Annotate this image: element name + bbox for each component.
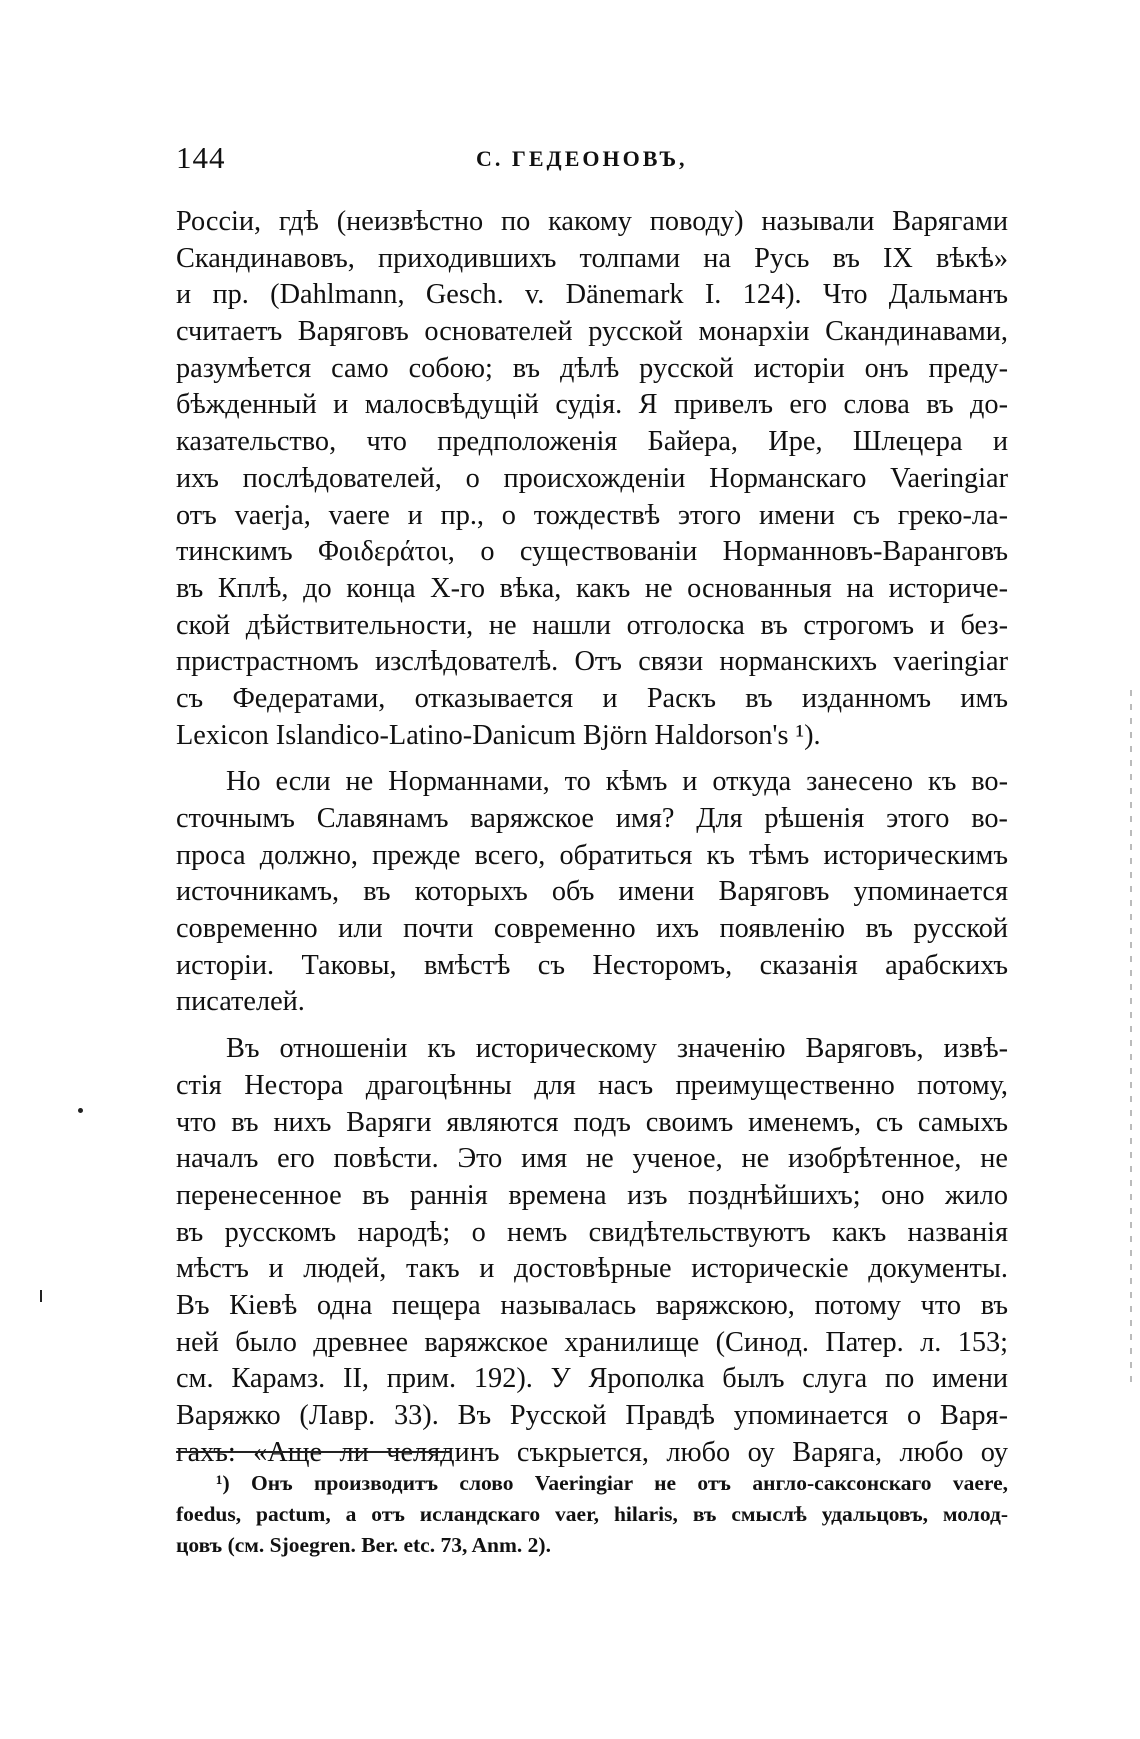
text-line: современно или почти современно ихъ появленію въ русской	[176, 913, 1008, 945]
text-line: писателей.	[176, 986, 305, 1018]
text-line: въ русскомъ народѣ; о немъ свидѣтельствуютъ какъ названія	[176, 1216, 1008, 1248]
text-line: сточнымъ Славянамъ варяжское имя? Для рѣшенія этого во-	[176, 803, 1008, 834]
text-line: см. Карамз. II, прим. 192). У Ярополка былъ слуга по имени	[176, 1363, 1008, 1395]
text-line: бѣжденный и малосвѣдущій судія. Я привелъ его слова въ до-	[176, 389, 1008, 421]
text-line: Россіи, гдѣ (неизвѣстно по какому поводу) называли Варягами	[176, 206, 1008, 237]
scan-edge-mark	[1130, 690, 1132, 1390]
text-line: Варяжко (Лавр. 33). Въ Русской Правдѣ упоминается о Варя-	[176, 1400, 1008, 1431]
text-line: перенесенное въ раннія времена изъ позднѣйшихъ; оно жило	[176, 1179, 1008, 1211]
text-line: Скандинавовъ, приходившихъ толпами на Русь въ IX вѣкѣ»	[176, 242, 1008, 274]
text-line: стія Нестора драгоцѣнны для насъ преимущественно потому,	[176, 1069, 1008, 1101]
paragraph-2	[176, 764, 1008, 1021]
text-line: гахъ: «Аще ли челядинъ съкрыется, любо оу Варяга, любо оу	[176, 1436, 1008, 1468]
footnote-divider	[176, 1451, 451, 1453]
paragraph-3	[176, 1031, 1008, 1471]
scan-speck	[40, 1290, 42, 1302]
paragraph-1	[176, 204, 1008, 754]
text-line: мѣстъ и людей, такъ и достовѣрные историческіе документы.	[176, 1253, 1008, 1285]
text-line: съ Федератами, отказывается и Раскъ въ изданномъ имъ	[176, 682, 1008, 714]
text-line: Въ Кіевѣ одна пещера называлась варяжскою, потому что въ	[176, 1289, 1008, 1321]
text-line: началъ его повѣсти. Это имя не ученое, не изобрѣтенное, не	[176, 1143, 1008, 1175]
page-header	[176, 140, 1016, 180]
text-line: казательство, что предположенія Байера, Ире, Шлецера и	[176, 426, 1008, 458]
running-head: С. ГЕДЕОНОВЪ,	[476, 146, 688, 171]
footnote-line: foedus, pactum, а отъ исландскаго vaer, hilaris, въ смыслѣ удальцовъ, молод-	[176, 1502, 1008, 1526]
text-line: считаетъ Варяговъ основателей русской монархіи Скандинавами,	[176, 316, 1008, 348]
text-line: тинскимъ Φοιδεράτοι, о существованіи Норманновъ-Варанговъ	[176, 536, 1008, 568]
footnote-line: цовъ (см. Sjoegren. Ber. etc. 73, Anm. 2).	[176, 1533, 551, 1557]
text-line: разумѣется само собою; въ дѣлѣ русской исторіи онъ преду-	[176, 352, 1008, 384]
text-line: что въ нихъ Варяги являются подъ своимъ именемъ, съ самыхъ	[176, 1106, 1008, 1138]
text-line: отъ vaerja, vaere и пр., о тождествѣ этого имени съ греко-ла-	[176, 499, 1008, 531]
text-line: Въ отношеніи къ историческому значенію Варяговъ, извѣ-	[226, 1033, 1008, 1065]
text-line: ской дѣйствительности, не нашли отголоска въ строгомъ и без-	[176, 609, 1008, 641]
body-text	[176, 204, 1008, 1471]
text-line: Но если не Норманнами, то кѣмъ и откуда занесено къ во-	[226, 766, 1008, 798]
text-line: проса должно, прежде всего, обратиться къ тѣмъ историческимъ	[176, 839, 1008, 871]
text-line: Lexicon Islandico-Latino-Danicum Björn Haldorson's ¹).	[176, 719, 821, 751]
text-line: пристрастномъ изслѣдователѣ. Отъ связи норманскихъ vaeringiar	[176, 646, 1008, 678]
text-line: источникамъ, въ которыхъ объ имени Варяговъ упоминается	[176, 876, 1008, 908]
scan-speck	[78, 1108, 83, 1113]
footnote-line: ¹) Онъ производитъ слово Vaeringiar не отъ англо-саксонскаго vaere,	[216, 1471, 1008, 1495]
text-line: въ Кплѣ, до конца X-го вѣка, какъ не основанныя на историче-	[176, 572, 1008, 604]
text-line: ихъ послѣдователей, о происхожденіи Норманскаго Vaeringiar	[176, 462, 1008, 494]
text-line: исторіи. Таковы, вмѣстѣ съ Несторомъ, сказанія арабскихъ	[176, 949, 1008, 981]
footnote	[176, 1468, 1008, 1561]
text-line: ней было древнее варяжское хранилище (Синод. Патер. л. 153;	[176, 1326, 1008, 1358]
page-number: 144	[176, 140, 226, 175]
text-line: и пр. (Dahlmann, Gesch. v. Dänemark I. 124). Что Дальманъ	[176, 279, 1008, 311]
